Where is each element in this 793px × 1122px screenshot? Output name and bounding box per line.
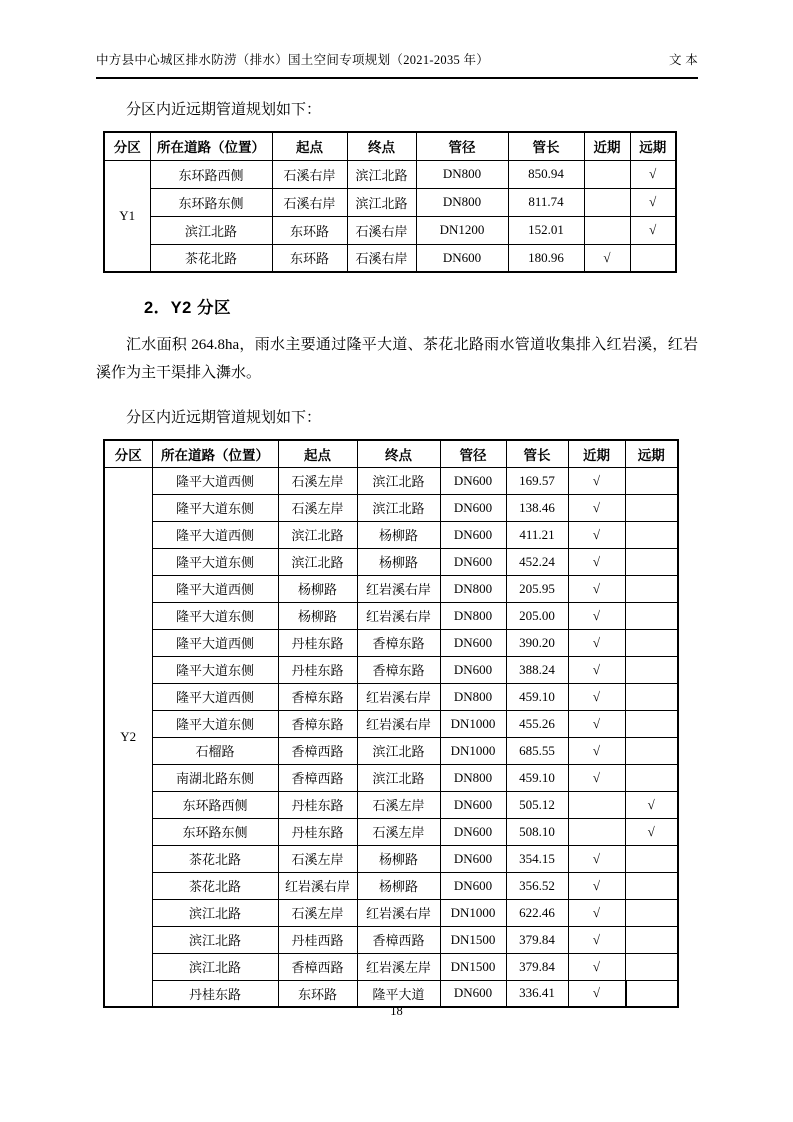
table-cell: 石溪左岸 — [278, 845, 357, 872]
table-row — [104, 872, 678, 899]
table-cell: 东环路西侧 — [152, 791, 278, 818]
table-row — [104, 926, 678, 953]
table-row — [104, 188, 676, 216]
table-cell: 石溪右岸 — [272, 188, 347, 216]
table-cell — [625, 521, 678, 548]
table-cell: 169.57 — [506, 467, 568, 494]
table-cell — [568, 818, 625, 845]
table-cell: 红岩溪右岸 — [357, 602, 440, 629]
table-cell: 180.96 — [508, 244, 584, 272]
table-row — [104, 845, 678, 872]
table-cell: 香樟东路 — [278, 710, 357, 737]
table-cell — [630, 244, 676, 272]
table-cell: 杨柳路 — [357, 521, 440, 548]
table-cell: 隆平大道东侧 — [152, 494, 278, 521]
table-cell: DN800 — [416, 160, 508, 188]
table-cell: 356.52 — [506, 872, 568, 899]
check-mark-cell: √ — [625, 818, 678, 845]
table-cell: 滨江北路 — [357, 467, 440, 494]
check-mark-cell: √ — [630, 216, 676, 244]
table-cell: DN600 — [440, 656, 506, 683]
table-cell: 丹桂西路 — [278, 926, 357, 953]
table-cell — [584, 188, 630, 216]
table-cell: 杨柳路 — [278, 575, 357, 602]
table-cell: 滨江北路 — [347, 160, 416, 188]
check-mark-cell: √ — [568, 548, 625, 575]
table-row — [104, 160, 676, 188]
table-cell — [625, 467, 678, 494]
table-cell: 505.12 — [506, 791, 568, 818]
table-cell: 红岩溪右岸 — [278, 872, 357, 899]
column-header: 终点 — [347, 132, 416, 160]
table-cell: 杨柳路 — [278, 602, 357, 629]
column-header: 起点 — [272, 132, 347, 160]
table-cell: 杨柳路 — [357, 872, 440, 899]
table-cell: DN600 — [440, 845, 506, 872]
table-cell: 811.74 — [508, 188, 584, 216]
table-cell: 622.46 — [506, 899, 568, 926]
table-cell: 香樟东路 — [357, 629, 440, 656]
table-row — [104, 683, 678, 710]
table-cell — [625, 683, 678, 710]
page-number: 18 — [390, 1004, 403, 1018]
table-cell: 379.84 — [506, 926, 568, 953]
table-cell: DN600 — [416, 244, 508, 272]
page-header — [96, 50, 698, 79]
table-row — [104, 244, 676, 272]
table-cell: 354.15 — [506, 845, 568, 872]
table-cell: 459.10 — [506, 683, 568, 710]
table-cell: 滨江北路 — [152, 953, 278, 980]
table-cell: DN600 — [440, 548, 506, 575]
table-cell: 茶花北路 — [152, 872, 278, 899]
column-header: 管长 — [506, 440, 568, 467]
table-cell: DN1000 — [440, 710, 506, 737]
table-cell: 隆平大道西侧 — [152, 467, 278, 494]
table-cell: 205.00 — [506, 602, 568, 629]
check-mark-cell: √ — [568, 629, 625, 656]
table-cell: 452.24 — [506, 548, 568, 575]
table-cell — [584, 216, 630, 244]
table-cell: 丹桂东路 — [278, 656, 357, 683]
check-mark-cell: √ — [584, 244, 630, 272]
column-header: 近期 — [568, 440, 625, 467]
table-cell: 138.46 — [506, 494, 568, 521]
table-cell: 隆平大道西侧 — [152, 683, 278, 710]
table-cell: 隆平大道东侧 — [152, 710, 278, 737]
table-cell — [625, 737, 678, 764]
table-cell — [625, 602, 678, 629]
table-cell: 香樟东路 — [278, 683, 357, 710]
column-header: 所在道路（位置） — [150, 132, 272, 160]
table-cell: 隆平大道西侧 — [152, 521, 278, 548]
pipeline-table-y1 — [103, 131, 677, 273]
table-cell: 390.20 — [506, 629, 568, 656]
table-row — [104, 953, 678, 980]
column-header: 起点 — [278, 440, 357, 467]
table-cell: 丹桂东路 — [278, 629, 357, 656]
table-cell: 508.10 — [506, 818, 568, 845]
table-cell: 茶花北路 — [150, 244, 272, 272]
table-cell: DN1500 — [440, 953, 506, 980]
table-cell: DN600 — [440, 629, 506, 656]
table-cell: 红岩溪右岸 — [357, 575, 440, 602]
table-cell — [584, 160, 630, 188]
table-cell: 石溪右岸 — [347, 216, 416, 244]
table-row — [104, 494, 678, 521]
check-mark-cell: √ — [568, 926, 625, 953]
check-mark-cell: √ — [568, 467, 625, 494]
check-mark-cell: √ — [568, 953, 625, 980]
check-mark-cell: √ — [568, 872, 625, 899]
table-row — [104, 818, 678, 845]
check-mark-cell: √ — [625, 791, 678, 818]
table-cell: 379.84 — [506, 953, 568, 980]
check-mark-cell: √ — [568, 602, 625, 629]
table-cell: 红岩溪右岸 — [357, 683, 440, 710]
check-mark-cell: √ — [568, 980, 625, 1007]
table-cell: 杨柳路 — [357, 845, 440, 872]
table-cell — [625, 764, 678, 791]
table-row — [104, 980, 678, 1007]
table-row — [104, 764, 678, 791]
table-cell: 丹桂东路 — [278, 818, 357, 845]
table-cell: 隆平大道西侧 — [152, 575, 278, 602]
table-row — [104, 467, 678, 494]
table-row — [104, 602, 678, 629]
table-cell: 红岩溪左岸 — [357, 953, 440, 980]
table-cell: DN800 — [416, 188, 508, 216]
table-cell: DN600 — [440, 521, 506, 548]
table-cell: 滨江北路 — [347, 188, 416, 216]
table-cell: 红岩溪右岸 — [357, 899, 440, 926]
table-cell — [625, 872, 678, 899]
header-title: 中方县中心城区排水防涝（排水）国土空间专项规划（2021-2035 年） — [96, 53, 490, 67]
table-cell: 459.10 — [506, 764, 568, 791]
table-cell: 香樟东路 — [357, 656, 440, 683]
table-cell: 152.01 — [508, 216, 584, 244]
check-mark-cell: √ — [630, 188, 676, 216]
column-header: 管长 — [508, 132, 584, 160]
column-header: 近期 — [584, 132, 630, 160]
check-mark-cell: √ — [568, 764, 625, 791]
column-header: 管径 — [440, 440, 506, 467]
table-cell — [625, 980, 678, 1007]
table-cell: DN600 — [440, 980, 506, 1007]
table-cell — [625, 899, 678, 926]
table-cell: 滨江北路 — [357, 764, 440, 791]
check-mark-cell: √ — [630, 160, 676, 188]
check-mark-cell: √ — [568, 710, 625, 737]
table-cell: 滨江北路 — [278, 548, 357, 575]
table-cell: 东环路东侧 — [150, 188, 272, 216]
check-mark-cell: √ — [568, 494, 625, 521]
table-cell: 850.94 — [508, 160, 584, 188]
column-header: 终点 — [357, 440, 440, 467]
table-cell: 隆平大道东侧 — [152, 602, 278, 629]
table-cell: DN800 — [440, 683, 506, 710]
table-row — [104, 521, 678, 548]
table-cell: 石溪左岸 — [357, 791, 440, 818]
table-cell: 石溪右岸 — [347, 244, 416, 272]
table-cell: 隆平大道西侧 — [152, 629, 278, 656]
table-row — [104, 575, 678, 602]
table-cell: 685.55 — [506, 737, 568, 764]
header-row — [104, 440, 678, 467]
column-header: 分区 — [104, 132, 150, 160]
table-cell: 205.95 — [506, 575, 568, 602]
table-row — [104, 548, 678, 575]
table-cell — [568, 791, 625, 818]
table-cell: 336.41 — [506, 980, 568, 1007]
table-cell: 杨柳路 — [357, 548, 440, 575]
table-cell: 东环路西侧 — [150, 160, 272, 188]
check-mark-cell: √ — [568, 737, 625, 764]
header-row — [104, 132, 676, 160]
table-cell: DN1000 — [440, 737, 506, 764]
table-cell: 滨江北路 — [150, 216, 272, 244]
table-cell: 东环路 — [278, 980, 357, 1007]
table-cell: 滨江北路 — [357, 494, 440, 521]
section-paragraph: 汇水面积 264.8ha，雨水主要通过隆平大道、茶花北路雨水管道收集排入红岩溪，红岩溪作为主干渠排入㵲水。 — [96, 337, 698, 381]
table-cell: 丹桂东路 — [152, 980, 278, 1007]
table-cell: 388.24 — [506, 656, 568, 683]
table-cell: 东环路东侧 — [152, 818, 278, 845]
table-cell: 滨江北路 — [357, 737, 440, 764]
table-row — [104, 791, 678, 818]
table-cell: 滨江北路 — [278, 521, 357, 548]
table-row — [104, 899, 678, 926]
table-row — [104, 710, 678, 737]
zone-cell: Y2 — [104, 467, 152, 1007]
table-cell — [625, 926, 678, 953]
table-cell: 隆平大道东侧 — [152, 548, 278, 575]
table-cell: 411.21 — [506, 521, 568, 548]
column-header: 分区 — [104, 440, 152, 467]
table-cell: DN600 — [440, 494, 506, 521]
table-cell: 石溪右岸 — [272, 160, 347, 188]
table-cell — [625, 953, 678, 980]
table-cell: DN1000 — [440, 899, 506, 926]
column-header: 远期 — [630, 132, 676, 160]
table-cell — [625, 575, 678, 602]
table-cell: 石溪左岸 — [278, 467, 357, 494]
table-row — [104, 656, 678, 683]
check-mark-cell: √ — [568, 683, 625, 710]
table-cell: 滨江北路 — [152, 926, 278, 953]
column-header: 所在道路（位置） — [152, 440, 278, 467]
table-cell: 香樟西路 — [278, 764, 357, 791]
check-mark-cell: √ — [568, 656, 625, 683]
table-cell: 丹桂东路 — [278, 791, 357, 818]
table-cell: 455.26 — [506, 710, 568, 737]
column-header: 远期 — [625, 440, 678, 467]
check-mark-cell: √ — [568, 521, 625, 548]
table-cell: 隆平大道 — [357, 980, 440, 1007]
table-cell: 红岩溪右岸 — [357, 710, 440, 737]
check-mark-cell: √ — [568, 845, 625, 872]
pipeline-table-y2 — [103, 439, 679, 1008]
check-mark-cell: √ — [568, 899, 625, 926]
table-cell: 东环路 — [272, 216, 347, 244]
table-cell: DN1500 — [440, 926, 506, 953]
table-cell: DN800 — [440, 575, 506, 602]
column-header: 管径 — [416, 132, 508, 160]
table-cell: 隆平大道东侧 — [152, 656, 278, 683]
table-row — [104, 216, 676, 244]
table-cell — [625, 494, 678, 521]
table-cell: 香樟西路 — [357, 926, 440, 953]
table-cell: 南湖北路东侧 — [152, 764, 278, 791]
table-cell: DN800 — [440, 602, 506, 629]
table-cell: 香樟西路 — [278, 737, 357, 764]
table-cell — [625, 629, 678, 656]
table-cell — [625, 710, 678, 737]
table-cell: 石溪左岸 — [278, 899, 357, 926]
table-cell: DN600 — [440, 872, 506, 899]
table1-intro-text: 分区内近远期管道规划如下： — [126, 102, 322, 118]
zone-cell: Y1 — [104, 160, 150, 272]
table-cell: 滨江北路 — [152, 899, 278, 926]
table-cell: DN600 — [440, 791, 506, 818]
table-cell: 石溪左岸 — [278, 494, 357, 521]
header-doc-type: 文 本 — [668, 53, 698, 67]
section-heading: 2．Y2 分区 — [144, 299, 231, 317]
table-cell: 石溪左岸 — [357, 818, 440, 845]
check-mark-cell: √ — [568, 575, 625, 602]
table-cell: 茶花北路 — [152, 845, 278, 872]
table-cell: DN800 — [440, 764, 506, 791]
table-cell — [625, 548, 678, 575]
table-cell: 香樟西路 — [278, 953, 357, 980]
table-cell — [625, 845, 678, 872]
table-cell — [625, 656, 678, 683]
table-cell: DN600 — [440, 467, 506, 494]
table-cell: 东环路 — [272, 244, 347, 272]
table2-intro-text: 分区内近远期管道规划如下： — [126, 410, 322, 426]
table-cell: DN1200 — [416, 216, 508, 244]
table-row — [104, 737, 678, 764]
table-cell: DN600 — [440, 818, 506, 845]
table-row — [104, 629, 678, 656]
table-cell: 石榴路 — [152, 737, 278, 764]
